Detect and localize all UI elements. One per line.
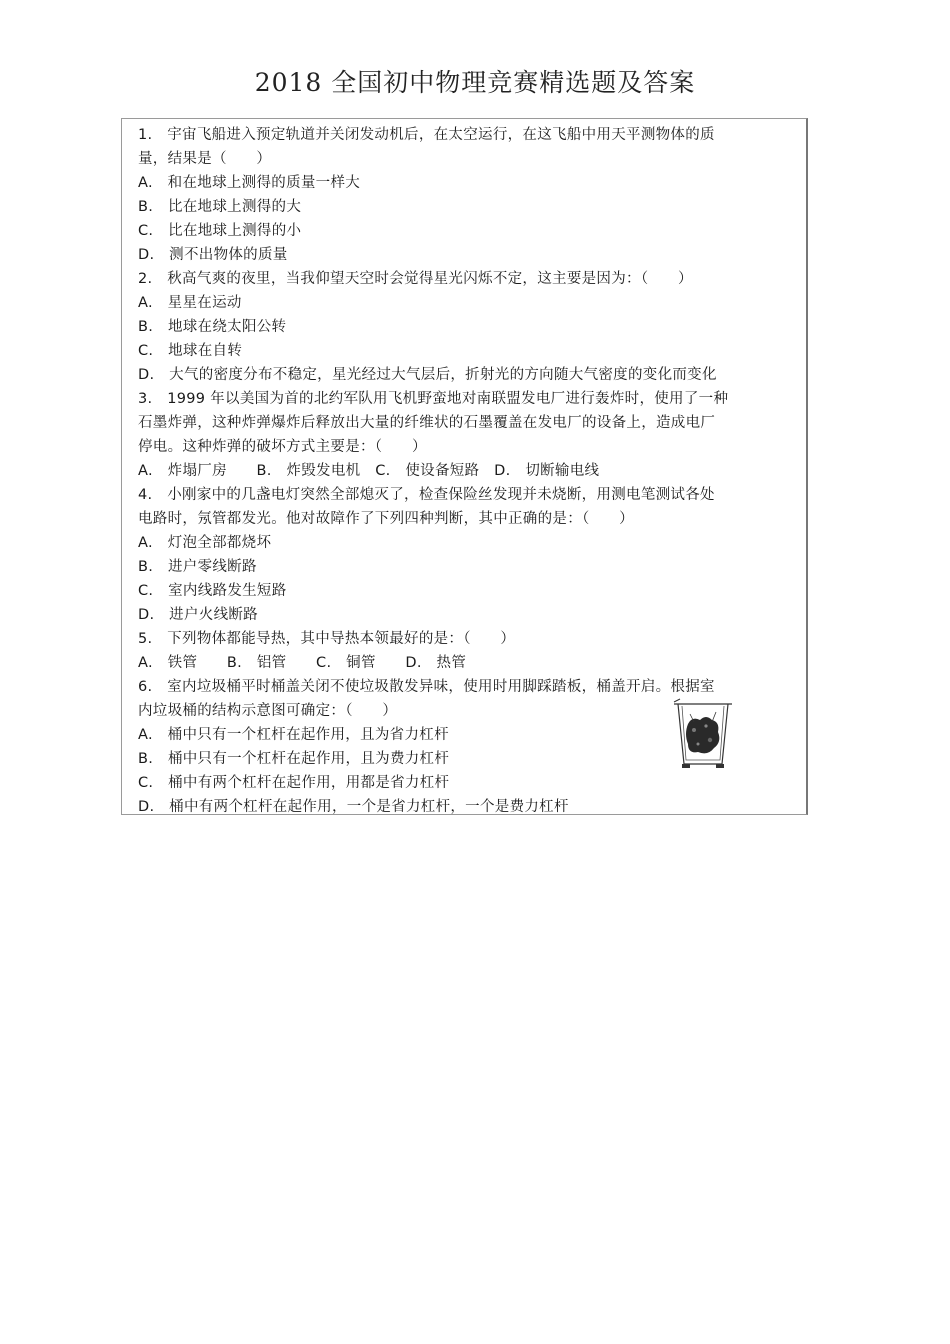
question-2-option-b: B. 地球在绕太阳公转 (138, 319, 287, 335)
question-2-option-d: D. 大气的密度分布不稳定，星光经过大气层后，折射光的方向随大气密度的变化而变化 (138, 367, 717, 383)
question-2-stem: 2. 秋高气爽的夜里，当我仰望天空时会觉得星光闪烁不定，这主要是因为：（ ） (138, 271, 693, 287)
question-3-line-2: 石墨炸弹，这种炸弹爆炸后释放出大量的纤维状的石墨覆盖在发电厂的设备上，造成电厂 (138, 415, 716, 431)
question-1-line-2: 量，结果是（ ） (138, 151, 272, 167)
question-2-option-c: C. 地球在自转 (138, 343, 243, 359)
page-title: 2018 全国初中物理竞赛精选题及答案 (254, 68, 696, 97)
question-5-stem: 5. 下列物体都能导热，其中导热本领最好的是：（ ） (138, 631, 516, 647)
question-4-option-d: D. 进户火线断路 (138, 607, 258, 623)
question-3-options: A. 炸塌厂房 B. 炸毁发电机 C. 使设备短路 D. 切断输电线 (138, 463, 600, 479)
question-4-line-2: 电路时，氖管都发光。他对故障作了下列四种判断，其中正确的是：（ ） (138, 511, 634, 527)
question-3-line-1: 3. 1999 年以美国为首的北约军队用飞机野蛮地对南联盟发电厂进行轰炸时，使用了一种 (138, 391, 729, 407)
question-6-line-1: 6. 室内垃圾桶平时桶盖关闭不使垃圾散发异味，使用时用脚踩踏板，桶盖开启。根据室 (138, 679, 715, 695)
question-4-option-c: C. 室内线路发生短路 (138, 583, 287, 599)
question-6-option-c: C. 桶中有两个杠杆在起作用，用都是省力杠杆 (138, 775, 450, 791)
question-1-option-c: C. 比在地球上测得的小 (138, 223, 302, 239)
question-2-option-a: A. 星星在运动 (138, 295, 242, 311)
question-3-line-3: 停电。这种炸弹的破坏方式主要是：（ ） (138, 439, 427, 455)
question-4-line-1: 4. 小刚家中的几盏电灯突然全部熄灭了，检查保险丝发现并未烧断，用测电笔测试各处 (138, 487, 715, 503)
question-6-option-b: B. 桶中只有一个杠杆在起作用，且为费力杠杆 (138, 751, 450, 767)
question-1-option-b: B. 比在地球上测得的大 (138, 199, 302, 215)
question-4-option-a: A. 灯泡全部都烧坏 (138, 535, 272, 551)
question-1-option-d: D. 测不出物体的质量 (138, 247, 288, 263)
question-1-option-a: A. 和在地球上测得的质量一样大 (138, 175, 361, 191)
question-6-option-a: A. 桶中只有一个杠杆在起作用，且为省力杠杆 (138, 727, 449, 743)
question-1-line-1: 1. 宇宙飞船进入预定轨道并关闭发动机后，在太空运行，在这飞船中用天平测物体的质 (138, 127, 715, 143)
question-scan-box (121, 118, 808, 815)
question-6-line-2: 内垃圾桶的结构示意图可确定：（ ） (138, 703, 398, 719)
trash-bin-diagram (670, 696, 736, 796)
question-6-option-d: D. 桶中有两个杠杆在起作用，一个是省力杠杆，一个是费力杠杆 (138, 799, 569, 815)
question-4-option-b: B. 进户零线断路 (138, 559, 257, 575)
question-5-options: A. 铁管 B. 铝管 C. 铜管 D. 热管 (138, 655, 467, 671)
